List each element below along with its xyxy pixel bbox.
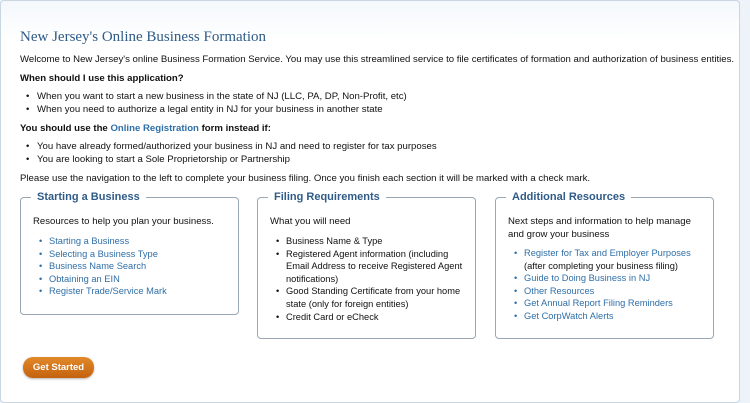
when-list	[26, 90, 407, 116]
corpwatch-alerts-link[interactable]: • Get CorpWatch Alerts	[514, 310, 714, 323]
intro-text: Welcome to New Jersey's online Business Formation Service. You may use this streamlined service to file certificates of formation and authorization of business entities.	[20, 54, 735, 65]
box-description: Next steps and information to help manage and grow your business	[508, 216, 691, 240]
box-description: What you will need	[270, 216, 351, 227]
filing-requirements-box	[257, 191, 476, 339]
register-tax-link[interactable]: • Register for Tax and Employer Purposes	[514, 247, 714, 260]
get-started-button[interactable]: Get Started	[23, 357, 94, 378]
instead-heading	[20, 123, 271, 134]
list-item: • When you need to authorize a legal entity in NJ for your business in another state	[26, 103, 407, 116]
online-registration-link[interactable]: Online Registration	[110, 123, 199, 134]
register-tax-note: (after completing your business filing)	[524, 260, 678, 271]
list-item: • You have already formed/authorized your business in NJ and need to register for tax purposes	[26, 140, 437, 153]
list-item: • When you want to start a new business in the state of NJ (LLC, PA, DP, Non-Profit, etc)	[26, 90, 407, 103]
obtaining-ein-link[interactable]: • Obtaining an EIN	[39, 273, 167, 286]
list-item: • Good Standing Certificate from your home state (only for foreign entities)	[276, 285, 466, 310]
starting-business-box	[20, 191, 239, 315]
register-trade-mark-link[interactable]: • Register Trade/Service Mark	[39, 285, 167, 298]
filing-items	[276, 235, 466, 323]
list-item: • Business Name & Type	[276, 235, 466, 248]
box-title: Filing Requirements	[268, 190, 386, 204]
instead-suffix: form instead if:	[198, 123, 271, 134]
page-title: New Jersey's Online Business Formation	[20, 29, 267, 45]
box-title: Additional Resources	[506, 190, 631, 204]
selecting-business-type-link[interactable]: • Selecting a Business Type	[39, 248, 167, 261]
box-title: Starting a Business	[31, 190, 146, 204]
instead-list	[26, 140, 437, 166]
when-heading: When should I use this application?	[20, 73, 184, 84]
additional-resources-box	[495, 191, 714, 339]
guide-doing-business-link[interactable]: • Guide to Doing Business in NJ	[514, 272, 714, 285]
instead-prefix: You should use the	[20, 123, 111, 134]
instructions-text: Please use the navigation to the left to complete your business filing. Once you finish each section it will be marked with a check mark.	[20, 173, 591, 184]
other-resources-link[interactable]: • Other Resources	[514, 285, 714, 298]
box-description: Resources to help you plan your business.	[33, 216, 214, 227]
resources-links	[514, 247, 714, 323]
list-item: • Registered Agent information (including Email Address to receive Registered Agent notifications)	[276, 248, 466, 286]
starting-a-business-link[interactable]: • Starting a Business	[39, 235, 167, 248]
list-item: • Credit Card or eCheck	[276, 311, 466, 324]
starting-links	[39, 235, 167, 298]
list-item: • You are looking to start a Sole Proprietorship or Partnership	[26, 153, 437, 166]
business-name-search-link[interactable]: • Business Name Search	[39, 260, 167, 273]
annual-report-reminders-link[interactable]: • Get Annual Report Filing Reminders	[514, 297, 714, 310]
